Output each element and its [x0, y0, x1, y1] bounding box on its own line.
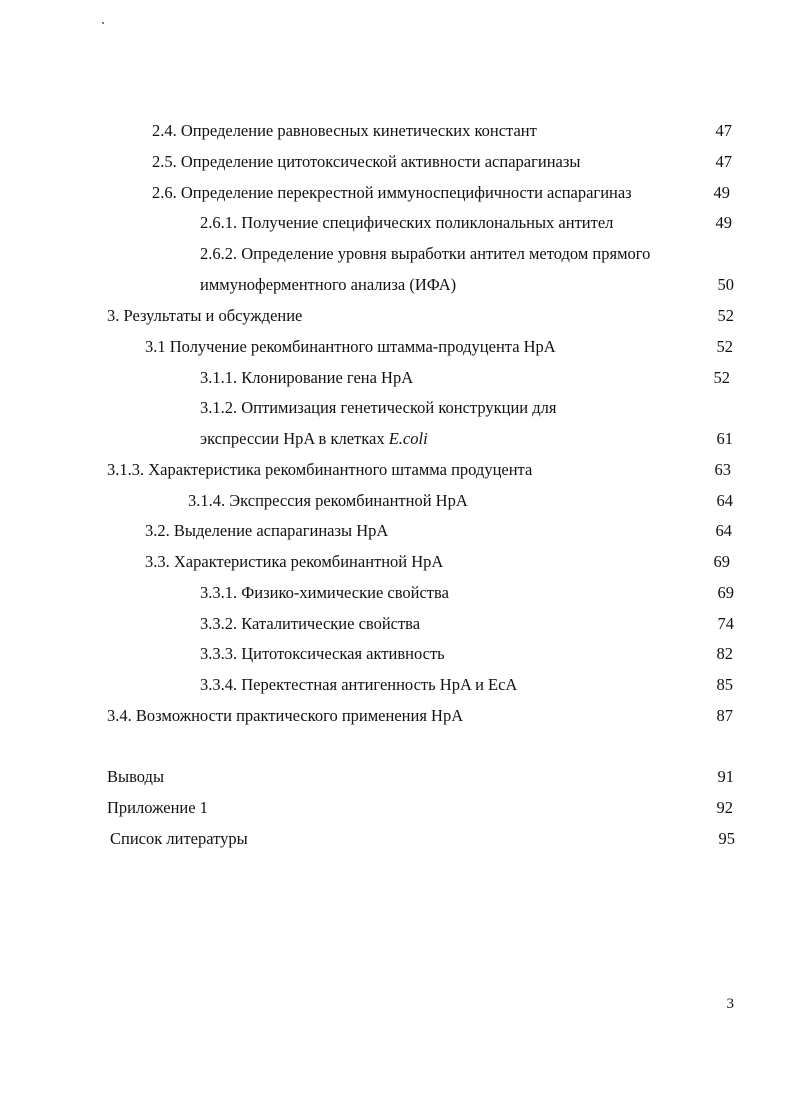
toc-entry-title: 3.2. Выделение аспарагиназы HpA: [145, 521, 389, 540]
toc-back-matter-title: Выводы: [107, 767, 165, 786]
toc-entry-title: 3.4. Возможности практического применения HpA: [107, 706, 464, 725]
toc-entry-page: 50: [717, 275, 734, 294]
toc-entry-page: 52: [713, 368, 730, 387]
toc-entry-title: 3. Результаты и обсуждение: [107, 306, 303, 325]
toc-back-matter-page: 95: [718, 829, 735, 848]
toc-entry-page: 47: [715, 121, 732, 140]
toc-entry-title: 3.1.3. Характеристика рекомбинантного штамма продуцента: [107, 460, 533, 479]
toc-entry-page: 52: [716, 337, 733, 356]
toc-back-matter-page: 91: [717, 767, 734, 786]
toc-entry-title: 2.4. Определение равновесных кинетических констант: [152, 121, 537, 140]
toc-entry-page: 61: [716, 429, 733, 448]
toc-entry-page: 87: [716, 706, 733, 725]
toc-entry-title-continued: иммуноферментного анализа (ИФА): [200, 275, 457, 294]
toc-back-matter-title: Список литературы: [110, 829, 248, 848]
toc-entry-title: 3.3.2. Каталитические свойства: [200, 614, 421, 633]
toc-back-matter-page: 92: [716, 798, 733, 817]
toc-entry-page: 64: [716, 491, 733, 510]
page-number: 3: [726, 996, 734, 1012]
toc-entry-title-text: экспрессии HpA в клетках: [200, 429, 389, 448]
toc-entry-title: 3.3.4. Перектестная антигенность HpA и EcA: [200, 675, 518, 694]
toc-entry-page: 47: [715, 152, 732, 171]
toc-entry-page: 69: [717, 583, 734, 602]
species-name: E.coli: [388, 429, 428, 448]
toc-entry-title: 3.1 Получение рекомбинантного штамма-продуцента HpA: [145, 337, 556, 356]
toc-entry-title: 3.3. Характеристика рекомбинантной HpA: [145, 552, 444, 571]
toc-entry-page: 64: [715, 521, 732, 540]
toc-entry-title: 3.3.3. Цитотоксическая активность: [200, 644, 445, 663]
toc-entry-title: 2.6.2. Определение уровня выработки антител методом прямого: [200, 244, 651, 263]
toc-entry-title: 3.3.1. Физико-химические свойства: [200, 583, 449, 602]
toc-entry-page: 49: [713, 183, 730, 202]
toc-entry-page: 63: [714, 460, 731, 479]
toc-entry-title: 2.6.1. Получение специфических поликлональных антител: [200, 213, 614, 232]
toc-entry-title: 3.1.4. Экспрессия рекомбинантной HpA: [188, 491, 468, 510]
toc-entry-title: 2.5. Определение цитотоксической активности аспарагиназы: [152, 152, 581, 171]
toc-entry-page: 74: [717, 614, 734, 633]
toc-entry-title: 3.1.1. Клонирование гена HpA: [200, 368, 414, 387]
toc-entry-page: 85: [716, 675, 733, 694]
toc-back-matter-title: Приложение 1: [107, 798, 208, 817]
toc-entry-title: 2.6. Определение перекрестной иммуноспецифичности аспарагиназ: [152, 183, 632, 202]
toc-entry-page: 82: [716, 644, 733, 663]
toc-entry-page: 69: [713, 552, 730, 571]
toc-entry-title-continued: [200, 429, 428, 449]
toc-entry-title: 3.1.2. Оптимизация генетической конструкции для: [200, 398, 557, 417]
toc-entry-page: 49: [715, 213, 732, 232]
toc-entry-page: 52: [717, 306, 734, 325]
scan-speck: [102, 22, 104, 24]
